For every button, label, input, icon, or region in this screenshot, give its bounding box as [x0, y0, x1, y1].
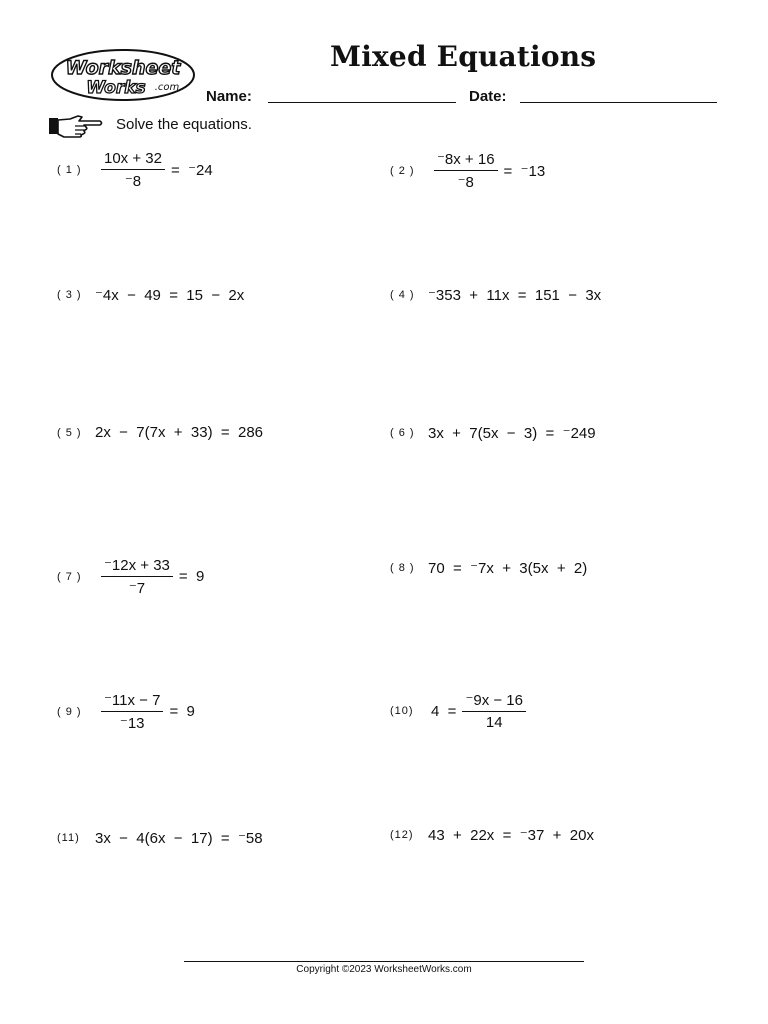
denominator: ⁻7	[128, 580, 146, 597]
svg-text:Worksheet: Worksheet	[65, 57, 181, 79]
denominator: 14	[485, 714, 503, 731]
equation: 70 = ⁻7x + 3(5x + 2)	[428, 560, 588, 577]
pointing-hand-icon	[48, 114, 104, 138]
problem-number: ( 5 )	[57, 426, 82, 439]
numerator: ⁻8x + 16	[434, 150, 498, 171]
problem-number: (10)	[390, 705, 414, 717]
problem-2	[390, 150, 545, 191]
equation: 3x − 4(6x − 17) = ⁻58	[95, 830, 263, 847]
name-label: Name:	[206, 88, 252, 105]
problem-number: ( 8 )	[390, 562, 415, 574]
equation: 3x + 7(5x − 3) = ⁻249	[428, 425, 596, 442]
problem-number: (12)	[390, 829, 414, 841]
equation: 43 + 22x = ⁻37 + 20x	[428, 827, 594, 844]
numerator: 10x + 32	[101, 150, 165, 170]
fraction	[434, 150, 498, 191]
fraction	[101, 691, 163, 732]
numerator: ⁻9x − 16	[462, 691, 526, 712]
equation: ⁻4x − 49 = 15 − 2x	[95, 287, 245, 304]
problem-11	[57, 829, 263, 847]
problem-9	[57, 691, 195, 732]
fraction	[101, 150, 165, 190]
problem-1	[57, 150, 213, 190]
problem-12	[390, 826, 594, 844]
fraction	[462, 691, 526, 731]
numerator: ⁻12x + 33	[101, 556, 173, 577]
fraction	[101, 556, 173, 597]
right-hand-side: = ⁻13	[503, 162, 546, 180]
denominator: ⁻13	[119, 715, 145, 732]
problem-number: ( 7 )	[57, 570, 82, 583]
problem-3	[57, 286, 244, 304]
problem-8	[390, 559, 587, 577]
problem-number: ( 6 )	[390, 427, 415, 439]
denominator: ⁻8	[457, 174, 474, 191]
date-label: Date:	[469, 88, 507, 105]
problem-number: ( 9 )	[57, 705, 82, 718]
left-hand-side: 4 =	[431, 702, 457, 720]
problem-number: (11)	[57, 832, 80, 844]
page-title: Mixed Equations	[330, 40, 597, 73]
problem-7	[57, 556, 204, 597]
numerator: ⁻11x − 7	[101, 691, 163, 712]
problem-number: ( 4 )	[390, 289, 415, 301]
problem-5	[57, 424, 263, 441]
copyright: Copyright ©2023 WorksheetWorks.com	[296, 964, 472, 975]
name-field-line[interactable]	[268, 102, 456, 103]
problem-number: ( 3 )	[57, 289, 82, 301]
date-field-line[interactable]	[520, 102, 717, 103]
equation: 2x − 7(7x + 33) = 286	[95, 424, 264, 441]
svg-text:Works: Works	[86, 78, 146, 98]
problem-4	[390, 286, 601, 304]
worksheetworks-logo	[50, 48, 196, 102]
denominator: ⁻8	[124, 173, 142, 190]
problem-6	[390, 424, 596, 442]
equation: ⁻353 + 11x = 151 − 3x	[428, 287, 602, 304]
svg-text:.com: .com	[154, 82, 180, 93]
right-hand-side: = ⁻24	[170, 162, 213, 179]
problem-10	[390, 691, 532, 731]
right-hand-side: = 9	[169, 703, 195, 720]
instructions: Solve the equations.	[116, 116, 252, 133]
footer-divider	[184, 961, 584, 962]
problem-number: ( 2 )	[390, 164, 415, 177]
problem-number: ( 1 )	[57, 164, 82, 176]
right-hand-side: = 9	[178, 568, 205, 585]
